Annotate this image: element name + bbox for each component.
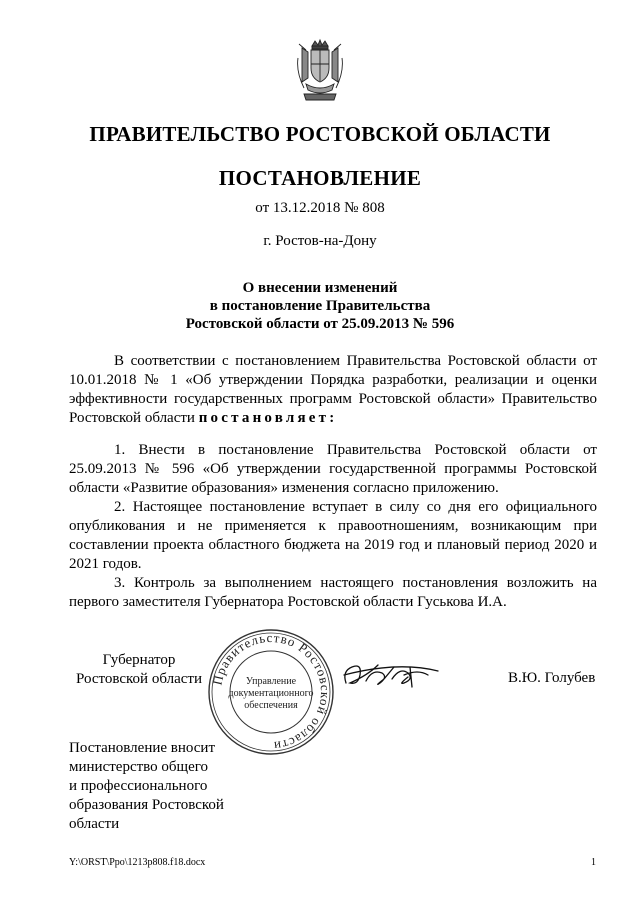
submitted-by-note [69,739,269,834]
subject-line: в постановление Правительства [209,298,431,314]
document-date: от 13.12.2018 № 808 [255,200,385,216]
note-line: образования Ростовской [69,797,224,813]
resolution-item: 3. Контроль за выполнением настоящего постановления возложить на первого заместителя Губернатора Ростовской области Гуськова И.А. [69,575,597,610]
note-line: министерство общего [69,759,209,775]
preamble [69,352,597,428]
signer-position-line: Ростовской области [76,671,202,687]
preamble-text: В соответствии с постановлением Правительства Ростовской области от 10.01.2018 № 1 «Об утверждении Порядка разработки, реализации и оценки эффективности государственных программ Ростовской области» Правительство Ростовской области [69,353,597,426]
resolves-word: постановляет: [198,410,338,426]
coat-of-arms-icon [296,38,344,104]
resolution-items [69,441,597,612]
handwritten-signature-icon [338,653,488,695]
file-path: Y:\ORST\Ppo\1213p808.f18.docx [69,857,206,868]
subject-line: Ростовской области от 25.09.2013 № 596 [185,316,455,332]
note-line: Постановление вносит [69,740,216,756]
stamp-inner-line: обеспечения [244,700,298,711]
stamp-ring-text: Правительство Ростовской области [209,629,334,755]
stamp-inner-line: Управление [245,676,297,687]
note-line: и профессионального [69,778,208,794]
document-city: г. Ростов-на-Дону [263,233,377,249]
document-type: ПОСТАНОВЛЕНИЕ [218,166,422,190]
stamp-inner-line: документационного [228,688,314,699]
resolution-item: 1. Внести в постановление Правительства Ростовской области от 25.09.2013 № 596 «Об утверждении государственной программы Ростовской области «Развитие образования» изменения согласно приложению. [69,442,597,496]
signer-position [69,651,209,689]
government-name: ПРАВИТЕЛЬСТВО РОСТОВСКОЙ ОБЛАСТИ [89,122,551,146]
document-subject [0,279,640,333]
signer-position-line: Губернатор [102,652,176,668]
signer-name: В.Ю. Голубев [508,670,596,686]
page-number: 1 [591,857,596,868]
note-line: области [69,816,120,832]
subject-line: О внесении изменений [242,280,398,296]
resolution-item: 2. Настоящее постановление вступает в силу со дня его официального опубликования и не применяется к правоотношениям, возникающим при составлении проекта областного бюджета на 2019 год и плановый период 2020 и 2021 годов. [69,499,597,572]
